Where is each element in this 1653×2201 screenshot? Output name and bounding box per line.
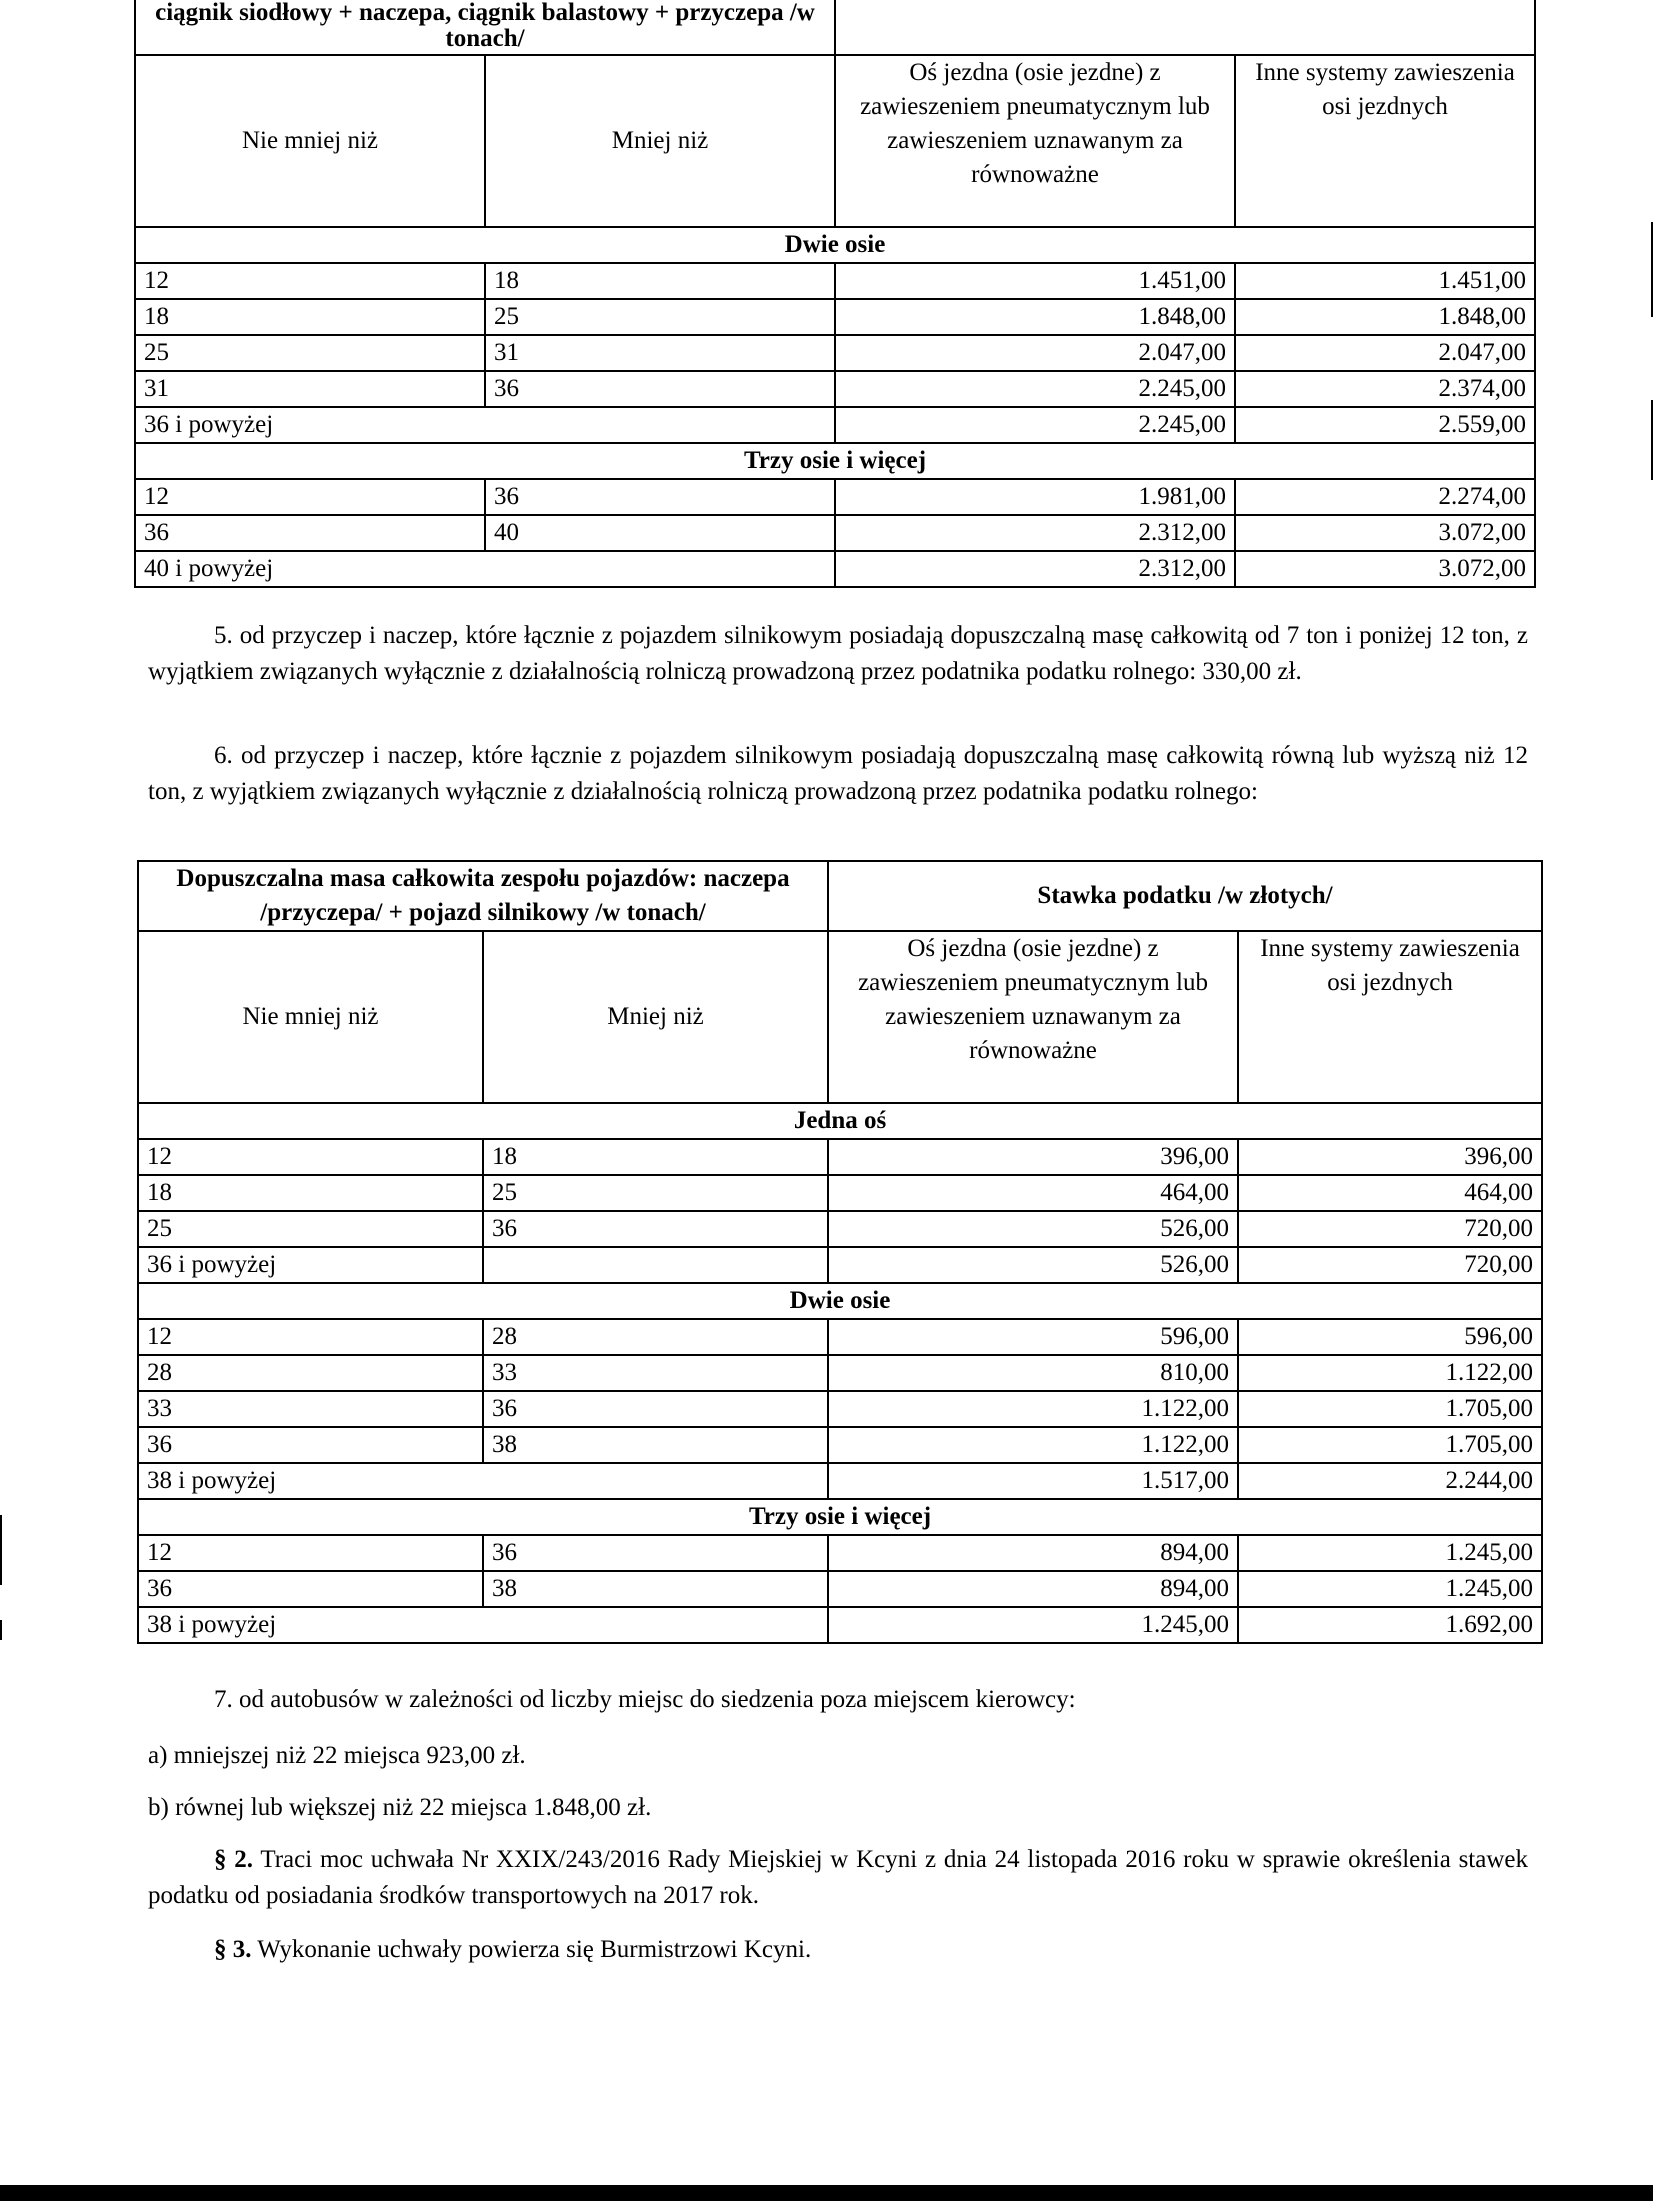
table1-col-min: Nie mniej niż (135, 55, 485, 227)
cell-max-mass: 36 (485, 371, 835, 407)
cell-rate-air-suspension: 464,00 (828, 1175, 1238, 1211)
table1-header-empty (835, 0, 1535, 55)
section-row (138, 1499, 1542, 1535)
cell-min-mass: 12 (138, 1319, 483, 1355)
cell-max-mass: 18 (483, 1139, 828, 1175)
cell-rate-air-suspension: 2.047,00 (835, 335, 1235, 371)
tax-table-trailers (137, 860, 1543, 1644)
cell-rate-other-suspension: 1.705,00 (1238, 1391, 1542, 1427)
cell-max-mass: 38 (483, 1571, 828, 1607)
cell-rate-other-suspension: 3.072,00 (1235, 515, 1535, 551)
table-row (135, 299, 1535, 335)
paragraph-7b (148, 1790, 1528, 1826)
cell-rate-air-suspension: 1.981,00 (835, 479, 1235, 515)
table-row (135, 263, 1535, 299)
paragraph-7a (148, 1738, 1528, 1774)
table-row (138, 1571, 1542, 1607)
cell-rate-air-suspension: 526,00 (828, 1247, 1238, 1283)
cell-rate-air-suspension: 2.312,00 (835, 515, 1235, 551)
table-row (138, 1139, 1542, 1175)
table2-header-right: Stawka podatku /w złotych/ (828, 861, 1542, 931)
paragraph-5-text: 5. od przyczep i naczep, które łącznie z pojazdem silnikowym posiadają dopuszczalną masę całkowitą od 7 ton i poniżej 12 ton, z wyjątkiem związanych wyłącznie z działalnością rolniczą prowadzoną przez podatnika podatku rolnego: 330,00 zł. (148, 622, 1528, 685)
cell-rate-other-suspension: 1.245,00 (1238, 1535, 1542, 1571)
paragraph-7-text: 7. od autobusów w zależności od liczby miejsc do siedzenia poza miejscem kierowcy: (214, 1686, 1076, 1713)
table2-header-left: Dopuszczalna masa całkowita zespołu pojazdów: naczepa /przyczepa/ + pojazd silnikowy /w tonach/ (138, 861, 828, 931)
table-row (138, 1607, 1542, 1643)
paragraph-7a-text: a) mniejszej niż 22 miejsca 923,00 zł. (148, 1742, 526, 1769)
cell-rate-air-suspension: 526,00 (828, 1211, 1238, 1247)
cell-rate-other-suspension: 1.692,00 (1238, 1607, 1542, 1643)
paragraph-6 (148, 738, 1528, 810)
scan-edge-mark (0, 1515, 2, 1585)
table1-col-other: Inne systemy zawieszenia osi jezdnych (1235, 55, 1535, 227)
section-row (138, 1283, 1542, 1319)
table-row (135, 407, 1535, 443)
table-row (138, 1211, 1542, 1247)
cell-min-mass: 18 (135, 299, 485, 335)
section-3-text: Wykonanie uchwały powierza się Burmistrzowi Kcyni. (251, 1936, 812, 1963)
cell-min-mass: 31 (135, 371, 485, 407)
section-3 (148, 1932, 1528, 1968)
cell-rate-air-suspension: 894,00 (828, 1571, 1238, 1607)
table1-col-air: Oś jezdna (osie jezdne) z zawieszeniem pneumatycznym lub zawieszeniem uznawanym za równoważne (835, 55, 1235, 227)
cell-min-mass: 38 i powyżej (138, 1463, 828, 1499)
cell-max-mass: 18 (485, 263, 835, 299)
cell-max-mass: 28 (483, 1319, 828, 1355)
table2-col-min: Nie mniej niż (138, 931, 483, 1103)
cell-min-mass: 40 i powyżej (135, 551, 835, 587)
paragraph-6-text: 6. od przyczep i naczep, które łącznie z pojazdem silnikowym posiadają dopuszczalną masę całkowitą równą lub wyższą niż 12 ton, z wyjątkiem związanych wyłącznie z działalnością rolniczą prowadzoną przez podatnika podatku rolnego: (148, 742, 1528, 805)
cell-min-mass: 36 i powyżej (135, 407, 835, 443)
scan-edge-mark (0, 1620, 2, 1640)
table-row (135, 371, 1535, 407)
cell-rate-other-suspension: 3.072,00 (1235, 551, 1535, 587)
cell-min-mass: 12 (135, 479, 485, 515)
cell-rate-air-suspension: 1.517,00 (828, 1463, 1238, 1499)
cell-rate-other-suspension: 1.848,00 (1235, 299, 1535, 335)
cell-min-mass: 36 (138, 1427, 483, 1463)
table-row (135, 479, 1535, 515)
cell-max-mass: 36 (483, 1535, 828, 1571)
table-row (138, 1535, 1542, 1571)
cell-max-mass: 36 (483, 1391, 828, 1427)
cell-min-mass: 25 (138, 1211, 483, 1247)
cell-rate-air-suspension: 1.122,00 (828, 1391, 1238, 1427)
section-2-text: Traci moc uchwała Nr XXIX/243/2016 Rady Miejskiej w Kcyni z dnia 24 listopada 2016 roku w sprawie określenia stawek podatku od posiadania środków transportowych na 2017 rok. (148, 1846, 1529, 1909)
cell-min-mass: 18 (138, 1175, 483, 1211)
tax-table-tractor-trailer (134, 0, 1536, 588)
cell-rate-other-suspension: 2.244,00 (1238, 1463, 1542, 1499)
cell-min-mass: 12 (138, 1139, 483, 1175)
cell-rate-air-suspension: 1.848,00 (835, 299, 1235, 335)
scan-bottom-border (0, 2185, 1653, 2201)
cell-rate-air-suspension: 2.312,00 (835, 551, 1235, 587)
cell-rate-other-suspension: 2.559,00 (1235, 407, 1535, 443)
table2-col-other: Inne systemy zawieszenia osi jezdnych (1238, 931, 1542, 1103)
table-row (135, 335, 1535, 371)
cell-rate-other-suspension: 396,00 (1238, 1139, 1542, 1175)
table-row (135, 515, 1535, 551)
table-row (138, 1391, 1542, 1427)
table-row (138, 1319, 1542, 1355)
cell-min-mass: 36 (135, 515, 485, 551)
table2-col-air: Oś jezdna (osie jezdne) z zawieszeniem pneumatycznym lub zawieszeniem uznawanym za równoważne (828, 931, 1238, 1103)
cell-min-mass: 25 (135, 335, 485, 371)
table-row (138, 1463, 1542, 1499)
cell-rate-other-suspension: 464,00 (1238, 1175, 1542, 1211)
cell-rate-other-suspension: 720,00 (1238, 1211, 1542, 1247)
cell-rate-other-suspension: 2.374,00 (1235, 371, 1535, 407)
cell-max-mass: 36 (483, 1211, 828, 1247)
cell-rate-air-suspension: 894,00 (828, 1535, 1238, 1571)
section-row (135, 227, 1535, 263)
cell-max-mass: 31 (485, 335, 835, 371)
cell-min-mass: 28 (138, 1355, 483, 1391)
table-row (138, 1427, 1542, 1463)
cell-rate-air-suspension: 810,00 (828, 1355, 1238, 1391)
cell-max-mass: 33 (483, 1355, 828, 1391)
section-title: Dwie osie (135, 227, 1535, 263)
cell-rate-other-suspension: 2.274,00 (1235, 479, 1535, 515)
table2-col-max: Mniej niż (483, 931, 828, 1103)
table-row (138, 1355, 1542, 1391)
table-row (135, 551, 1535, 587)
cell-rate-air-suspension: 1.451,00 (835, 263, 1235, 299)
section-title: Jedna oś (138, 1103, 1542, 1139)
cell-max-mass: 40 (485, 515, 835, 551)
section-title: Dwie osie (138, 1283, 1542, 1319)
paragraph-7b-text: b) równej lub większej niż 22 miejsca 1.848,00 zł. (148, 1794, 652, 1821)
section-2 (148, 1842, 1528, 1914)
cell-max-mass: 25 (483, 1175, 828, 1211)
cell-max-mass: 38 (483, 1427, 828, 1463)
cell-rate-other-suspension: 1.245,00 (1238, 1571, 1542, 1607)
cell-rate-air-suspension: 2.245,00 (835, 407, 1235, 443)
cell-min-mass: 33 (138, 1391, 483, 1427)
cell-rate-other-suspension: 596,00 (1238, 1319, 1542, 1355)
table-row (138, 1247, 1542, 1283)
cell-min-mass: 38 i powyżej (138, 1607, 828, 1643)
cell-rate-air-suspension: 1.122,00 (828, 1427, 1238, 1463)
section-2-label: § 2. (214, 1846, 254, 1873)
cell-min-mass: 12 (135, 263, 485, 299)
cell-rate-other-suspension: 1.705,00 (1238, 1427, 1542, 1463)
cell-min-mass: 12 (138, 1535, 483, 1571)
paragraph-7 (148, 1682, 1528, 1718)
section-row (135, 443, 1535, 479)
cell-max-mass (483, 1247, 828, 1283)
cell-min-mass: 36 i powyżej (138, 1247, 483, 1283)
section-row (138, 1103, 1542, 1139)
table1-col-max: Mniej niż (485, 55, 835, 227)
table-row (138, 1175, 1542, 1211)
cell-rate-other-suspension: 1.122,00 (1238, 1355, 1542, 1391)
cell-rate-air-suspension: 596,00 (828, 1319, 1238, 1355)
cell-max-mass: 25 (485, 299, 835, 335)
cell-rate-air-suspension: 1.245,00 (828, 1607, 1238, 1643)
paragraph-5 (148, 618, 1528, 690)
cell-max-mass: 36 (485, 479, 835, 515)
cell-rate-air-suspension: 396,00 (828, 1139, 1238, 1175)
cell-rate-air-suspension: 2.245,00 (835, 371, 1235, 407)
cell-min-mass: 36 (138, 1571, 483, 1607)
cell-rate-other-suspension: 2.047,00 (1235, 335, 1535, 371)
section-3-label: § 3. (214, 1936, 252, 1963)
cell-rate-other-suspension: 1.451,00 (1235, 263, 1535, 299)
section-title: Trzy osie i więcej (138, 1499, 1542, 1535)
cell-rate-other-suspension: 720,00 (1238, 1247, 1542, 1283)
table1-header-title: ciągnik siodłowy + naczepa, ciągnik balastowy + przyczepa /w tonach/ (135, 0, 835, 55)
section-title: Trzy osie i więcej (135, 443, 1535, 479)
